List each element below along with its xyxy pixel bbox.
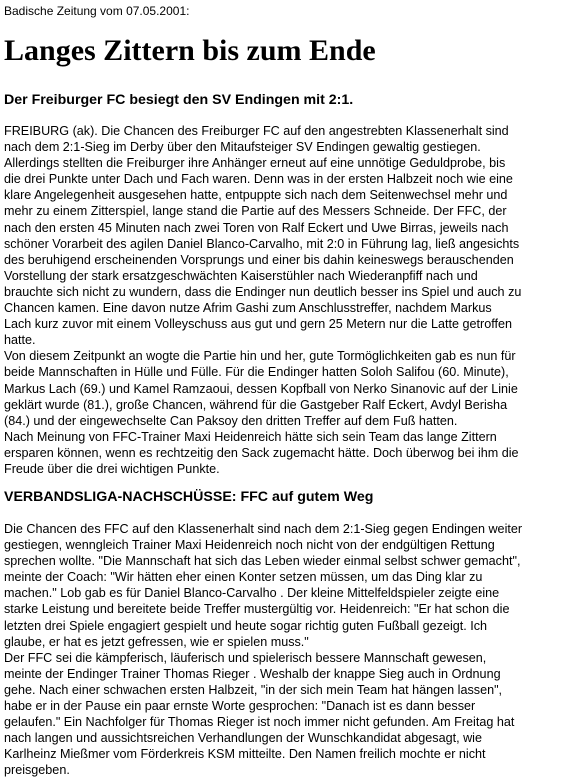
text-line: meinte der Coach: "Wir hätten eher einen Konter setzen müssen, um das Ding klar zu xyxy=(4,570,483,585)
text-line: nach den ersten 45 Minuten nach zwei Toren von Ralf Eckert und Uwe Birras, jeweils nach xyxy=(4,220,509,235)
text-line: Markus Lach (69.) und Kamel Ramzaoui, dessen Kopfball von Nerko Sinanovic auf der Linie xyxy=(4,381,518,396)
text-line: sprechen wollte. "Die Mannschaft hat sich das Leben wieder einmal selbst schwer gemacht", xyxy=(4,554,521,569)
text-line: Die Chancen des FFC auf den Klassenerhalt sind nach dem 2:1-Sieg gegen Endingen weiter xyxy=(4,522,523,536)
text-line: habe er in der Pause ein paar ernste Worte gesprochen: "Danach ist es dann besser xyxy=(4,699,476,714)
text-line: Allerdings stellten die Freiburger ihre Anhänger erneut auf eine unnötige Geduldprobe, bis xyxy=(4,156,506,171)
text-line: nach dem 2:1-Sieg im Derby über den Mitaufsteiger SV Endingen gewaltig gestiegen. xyxy=(4,140,481,155)
text-line: ersparen können, wenn es rechtzeitig den Sack zugemacht hätte. Doch überwog bei ihm die xyxy=(4,445,519,460)
text-line: Freude über die drei wichtigen Punkte. xyxy=(4,461,220,476)
text-line: Nach Meinung von FFC-Trainer Maxi Heidenreich hätte sich sein Team das lange Zittern xyxy=(4,429,497,444)
text-line: starke Leistung und bereitete beide Treffer mustergültig vor. Heidenreich: "Er hat schon die xyxy=(4,602,510,617)
text-line: Von diesem Zeitpunkt an wogte die Partie hin und her, gute Tormöglichkeiten gab es nun für xyxy=(4,349,516,364)
text-line: meinte der Endinger Trainer Thomas Rieger . Weshalb der knappe Sieg auch in Ordnung xyxy=(4,666,501,681)
text-line: die drei Punkte unter Dach und Fach waren. Denn was in der ersten Halbzeit noch wie eine xyxy=(4,172,513,187)
text-line: beide Mannschaften in Hülle und Fülle. Für die Endinger hatten Soloh Salifou (60. Minute), xyxy=(4,365,509,380)
source-line: Badische Zeitung vom 07.05.2001: xyxy=(4,4,190,18)
text-line: des beruhigend erscheinenden Vorsprungs und einer bis dahin keineswegs berauschenden xyxy=(4,252,514,267)
text-line: Der FFC sei die kämpferisch, läuferisch und spielerisch bessere Mannschaft gewesen, xyxy=(4,650,487,665)
subheadline: Der Freiburger FC besiegt den SV Endingen mit 2:1. xyxy=(4,92,354,108)
text-line: gelaufen." Ein Nachfolger für Thomas Rieger ist noch immer nicht gefunden. Am Freitag hat xyxy=(4,715,515,730)
text-line: geklärt wurde (81.), große Chancen, während für die Gastgeber Ralf Eckert, Avdyl Berisha xyxy=(4,397,508,412)
text-line: gehe. Nach einer schwachen ersten Halbzeit, "in der sich mein Team hat hängen lassen", xyxy=(4,682,503,697)
text-line: Chancen kamen. Eine davon nutze Afrim Gashi zum Anschlusstreffer, nachdem Markus xyxy=(4,301,492,316)
text-line: (84.) und der eingewechselte Can Paksoy den dritten Treffer auf dem Fuß hatten. xyxy=(4,413,458,428)
text-line: machen." Lob gab es für Daniel Blanco-Carvalho . Der kleine Mittelfeldspieler zeigte eine xyxy=(4,586,500,601)
section-heading: VERBANDSLIGA-NACHSCHÜSSE: FFC auf gutem Weg xyxy=(4,489,374,505)
headline: Langes Zittern bis zum Ende xyxy=(4,34,376,67)
text-line: FREIBURG (ak). Die Chancen des Freiburger FC auf den angestrebten Klassenerhalt sind xyxy=(4,124,509,138)
text-line: Lach kurz zuvor mit einem Volleyschuss aus gut und gern 25 Metern nur die Latte getroffen xyxy=(4,317,513,332)
article-body xyxy=(4,123,521,477)
text-line: Karlheinz Mießmer vom Förderkreis KSM mitteilte. Den Namen freilich mochte er nicht xyxy=(4,747,486,762)
section-body xyxy=(4,521,522,779)
text-line: nach langen und aussichtsreichen Verhandlungen der Wunschkandidat abgesagt, wie xyxy=(4,731,482,746)
text-line: klare Angelegenheit ausgesehen hatte, entpuppte sich nach dem Seitenwechsel mehr und xyxy=(4,188,508,203)
text-line: letzten drei Spiele engagiert gespielt und heute sogar richtig guten Fußball gezeigt. Ich xyxy=(4,618,488,633)
text-line: schöner Vorarbeit des agilen Daniel Blanco-Carvalho, mit 2:0 in Führung lag, ließ angesichts xyxy=(4,236,520,251)
text-line: Vorstellung der stark ersatzgeschwächten Kaiserstühler nach Wiederanpfiff nach und xyxy=(4,268,478,283)
text-line: preisgeben. xyxy=(4,763,70,778)
text-line: hatte. xyxy=(4,333,36,348)
text-line: mehr zu einem Zitterspiel, lange stand die Partie auf des Messers Schneide. Der FFC, der xyxy=(4,204,507,219)
text-line: brauchte sich nicht zu wundern, dass die Endinger nun deutlich besser ins Spiel und auch zu xyxy=(4,284,522,299)
text-line: gestiegen, wenngleich Trainer Maxi Heidenreich noch nicht von der endgültigen Rettung xyxy=(4,538,495,553)
text-line: glaube, er hat es jetzt gefressen, wie er spielen muss." xyxy=(4,634,309,649)
